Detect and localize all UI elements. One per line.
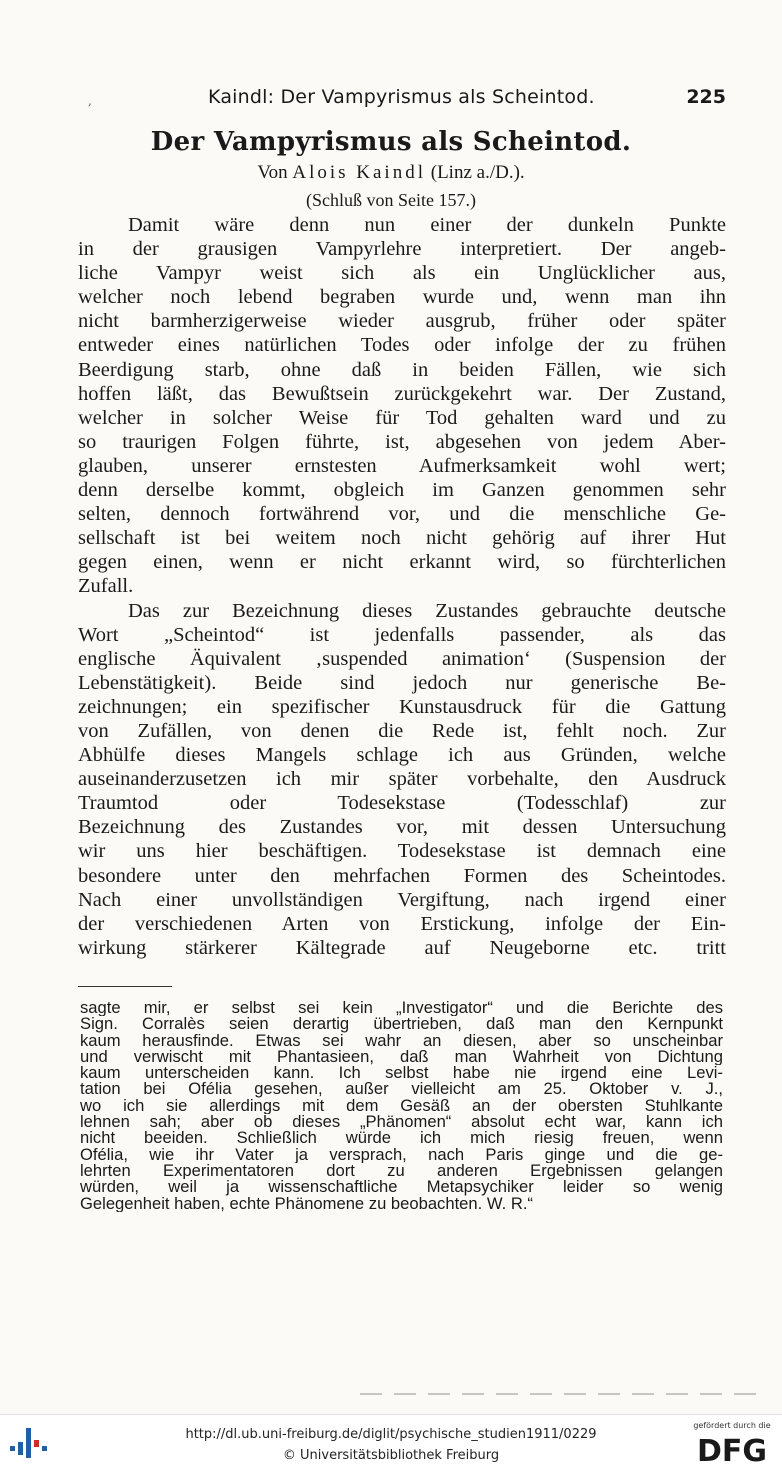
byline	[0, 162, 782, 184]
body-line: glauben, unserer ernstesten Aufmerksamkeit wohl wert;	[78, 454, 726, 477]
body-line: Traumtod oder Todesekstase (Todesschlaf) zur	[78, 792, 726, 815]
page-number: 225	[686, 86, 726, 108]
body-line: Zufall.	[78, 575, 134, 598]
permalink-url[interactable]: http://dl.ub.uni-freiburg.de/diglit/psychische_studien1911/0229	[185, 1427, 597, 1442]
body-line: Wort „Scheintod“ ist jedenfalls passender, als das	[78, 623, 726, 646]
body-line: so traurigen Folgen führte, ist, abgesehen von jedem Aber-	[78, 430, 726, 453]
body-line: Abhülfe dieses Mangels schlage ich aus Gründen, welche	[78, 744, 726, 767]
footnote-line: lehnen sah; aber ob dieses „Phänomen“ absolut echt war, kann ich	[80, 1114, 723, 1131]
body-line: Nach einer unvollständigen Vergiftung, nach irgend einer	[78, 888, 726, 911]
footnote-line: Ofélia, wie ihr Vater ja versprach, nach Paris ginge und die ge-	[80, 1146, 723, 1163]
footnote-divider	[78, 986, 172, 987]
body-line: englische Äquivalent ‚suspended animation‘ (Suspension der	[78, 647, 726, 670]
body-line: wirkung stärkerer Kältegrade auf Neugeborne etc. tritt	[78, 936, 726, 959]
article-title: Der Vampyrismus als Scheintod.	[150, 127, 632, 157]
body-line: hoffen läßt, das Bewußtsein zurückgekehrt war. Der Zustand,	[78, 382, 726, 405]
footnote-line: nicht beeiden. Schließlich würde ich mich riesig freuen, wenn	[80, 1130, 723, 1147]
body-line: Bezeichnung des Zustandes vor, mit dessen Untersuchung	[78, 816, 726, 839]
body-line: der verschiedenen Arten von Erstickung, infolge der Ein-	[78, 912, 726, 935]
body-line: entweder eines natürlichen Todes oder infolge der zu frühen	[78, 334, 726, 357]
body-line: Das zur Bezeichnung dieses Zustandes gebrauchte deutsche	[128, 599, 726, 622]
body-line: von Zufällen, von denen die Rede ist, fehlt noch. Zur	[78, 719, 726, 742]
footnote-line: Sign. Corralès seien derartig übertrieben, daß man den Kernpunkt	[80, 1016, 723, 1033]
footnote-line: lehrten Experimentatoren dort zu anderen Ergebnissen gelangen	[80, 1162, 723, 1180]
author-name: Alois Kaindl	[292, 162, 426, 183]
footnote-line: Gelegenheit haben, echte Phänomene zu beobachten. W. R.“	[80, 1195, 533, 1212]
faint-bleedthrough-line	[360, 1393, 760, 1395]
body-line: zeichnungen; ein spezifischer Kunstausdruck für die Gattung	[78, 695, 726, 718]
footnote-line: tation bei Ofélia gesehen, außer vielleicht am 25. Oktober v. J.,	[80, 1081, 723, 1098]
dfg-logo-icon	[692, 1433, 772, 1465]
body-line: welcher noch lebend begraben wurde und, wenn man ihn	[78, 286, 726, 309]
body-line: liche Vampyr weist sich als ein Unglücklicher aus,	[78, 262, 726, 285]
body-line: gegen einen, wenn er nicht erkannt wird, so fürchterlichen	[78, 551, 726, 574]
byline-prefix: Von	[257, 162, 288, 183]
byline-location: (Linz a./D.).	[430, 162, 525, 183]
body-line: selten, dennoch fortwährend vor, und die menschliche Ge-	[78, 503, 726, 526]
body-line: Damit wäre denn nun einer der dunkeln Punkte	[128, 214, 726, 236]
footnote	[80, 1000, 723, 1212]
body-line: sellschaft ist bei weitem noch nicht gehörig auf ihrer Hut	[78, 527, 726, 550]
footnote-line: kaum herausfinde. Etwas sei wahr an diesen, aber so unscheinbar	[80, 1032, 723, 1049]
page-header	[0, 86, 782, 112]
footnote-line: würden, weil ja wissenschaftliche Metapsychiker leider so wenig	[80, 1179, 723, 1196]
footnote-line: kaum unterscheiden kann. Ich selbst habe nie irgend eine Levi-	[80, 1065, 723, 1082]
body-line: Beerdigung starb, ohne daß in beiden Fällen, wie sich	[78, 358, 726, 381]
footnote-line: wo ich sie allerdings mit dem Gesäß an der obersten Stuhlkante	[80, 1097, 723, 1115]
footnote-line: sagte mir, er selbst sei kein „Investigator“ und die Berichte des	[80, 1000, 723, 1017]
dfg-funding	[690, 1421, 774, 1467]
body-line: besondere unter den mehrfachen Formen des Scheintodes.	[78, 864, 726, 887]
body-line: auseinanderzusetzen ich mir später vorbehalte, den Ausdruck	[78, 768, 726, 791]
dfg-caption: gefördert durch die	[693, 1421, 771, 1430]
continuation-note: (Schluß von Seite 157.)	[306, 190, 476, 210]
body-line: nicht barmherzigerweise wieder ausgrub, früher oder später	[78, 310, 726, 333]
article-body	[78, 213, 726, 960]
footnote-line: und verwischt mit Phantasieen, daß man Wahrheit von Dichtung	[80, 1048, 723, 1066]
dfg-logo-text: DFG	[696, 1434, 768, 1465]
stray-mark: ,	[88, 94, 92, 108]
body-line: welcher in solcher Weise für Tod gehalten ward und zu	[78, 406, 726, 429]
body-line: wir uns hier beschäftigen. Todesekstase ist demnach eine	[78, 840, 726, 863]
body-line: in der grausigen Vampyrlehre interpretiert. Der angeb-	[78, 238, 726, 261]
body-line: Lebenstätigkeit). Beide sind jedoch nur generische Be-	[78, 671, 726, 694]
viewer-footer	[0, 1414, 782, 1470]
copyright-notice: © Universitätsbibliothek Freiburg	[282, 1448, 500, 1463]
running-title: Kaindl: Der Vampyrismus als Scheintod.	[208, 86, 595, 108]
body-line: denn derselbe kommt, obgleich im Ganzen genommen sehr	[78, 479, 726, 502]
